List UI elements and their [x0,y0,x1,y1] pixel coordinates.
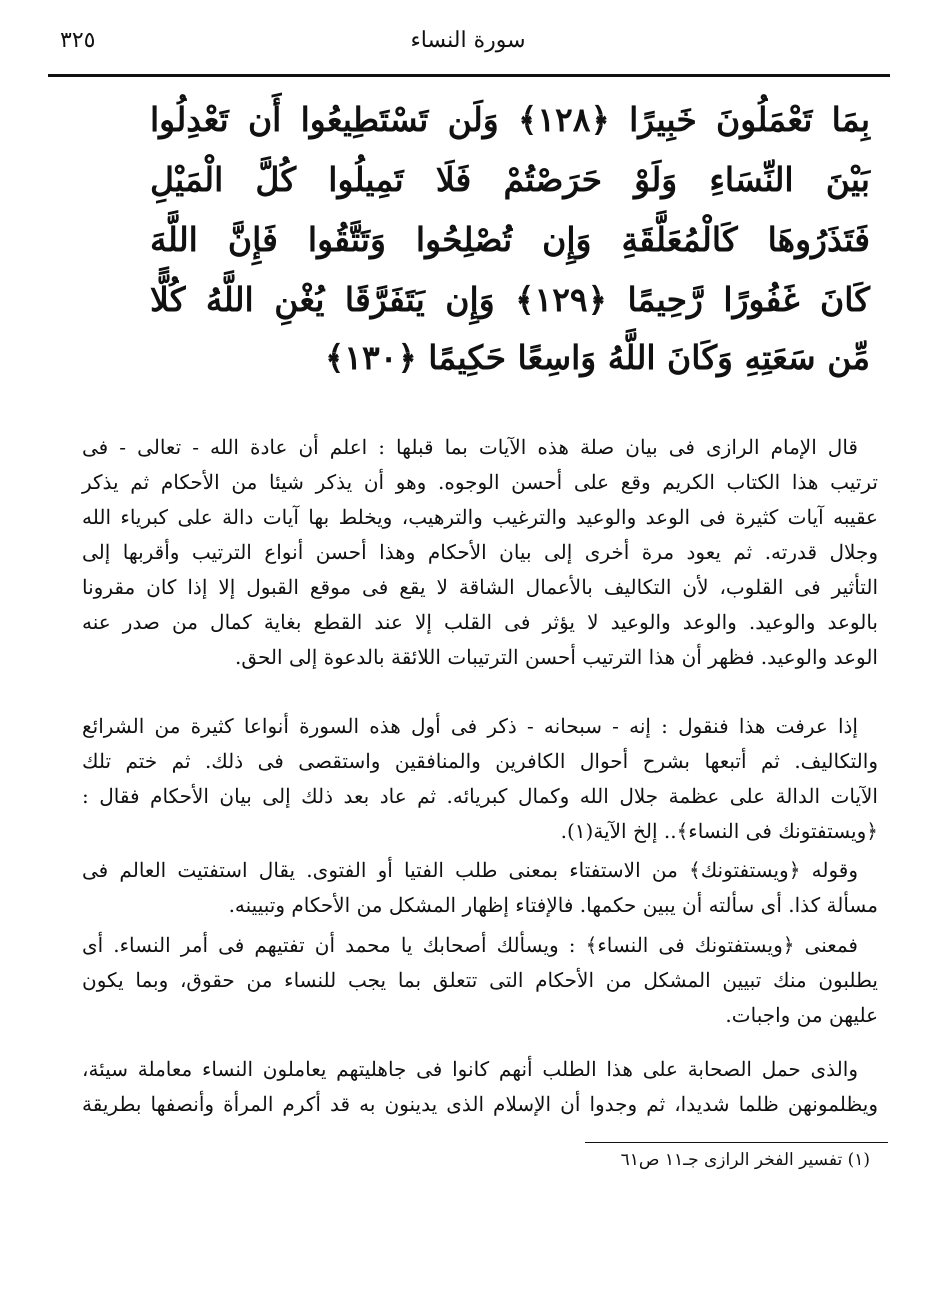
text-line: قال الإمام الرازى فى بيان صلة هذه الآيات بما قبلها : اعلم أن عادة الله - تعالى - فى [82,435,858,459]
text-line: التأثير فى القلوب، لأن التكاليف بالأعمال الشاقة لا يقع فى موقع القبول إلا إذا كان مقرونا [82,575,878,599]
verse-line: مِّن سَعَتِهِ وَكَانَ اللَّهُ وَاسِعًا حَكِيمًا ﴿١٣٠﴾ [324,338,870,377]
text-line: فمعنى ﴿ويستفتونك فى النساء﴾ : ويسألك أصحابك يا محمد أن تفتيهم فى أمر النساء. أى [82,933,858,957]
footnote: (١) تفسير الفخر الرازى جـ١١ ص٦١ [620,1150,870,1170]
text-line: والذى حمل الصحابة على هذا الطلب أنهم كانوا فى جاهليتهم يعاملون النساء معاملة سيئة، [82,1057,858,1081]
header-rule [48,74,890,77]
text-line: الآيات الدالة على عظمة جلال الله وكمال كبريائه. ثم عاد بعد ذلك إلى بيان الأحكام فقال : [82,784,878,808]
running-title: سورة النساء [410,28,526,53]
text-line: إذا عرفت هذا فنقول : إنه - سبحانه - ذكر فى أول هذه السورة أنواعا كثيرة من الشرائع [82,714,858,738]
text-line: ترتيب هذا الكتاب الكريم وقع على أحسن الوجوه. وهو أن يذكر شيئا من الأحكام ثم يذكر [82,470,878,494]
text-line: عقيبه آيات كثيرة فى الوعد والوعيد والترغيب والترهيب، ويخلط بها آيات دالة على كبرياء الله [82,505,878,529]
text-line: ﴿ويستفتونك فى النساء﴾.. إلخ الآية(١). [560,819,878,843]
text-line: والتكاليف. ثم أتبعها بشرح أحوال الكافرين والمنافقين واستقصى فى ذلك. ثم ختم تلك [82,749,878,773]
footnote-rule [585,1142,888,1143]
page-number: ٣٢٥ [60,28,96,53]
verse-line: كَانَ غَفُورًا رَّحِيمًا ﴿١٢٩﴾ وَإِن يَتَفَرَّقَا يُغْنِ اللَّهُ كُلًّا [150,280,870,319]
text-line: عليهن من واجبات. [725,1003,878,1027]
verse-line: فَتَذَرُوهَا كَالْمُعَلَّقَةِ وَإِن تُصْلِحُوا وَتَتَّقُوا فَإِنَّ اللَّهَ [150,220,870,259]
text-line: يطلبون منك تبيين المشكل من الأحكام التى تتعلق بما يجب للنساء من حقوق، وبما يكون [82,968,878,992]
text-line: الوعد والوعيد. فظهر أن هذا الترتيب أحسن الترتيبات اللائقة بالدعوة إلى الحق. [234,645,878,669]
text-line: بالوعد والوعيد. والوعد والوعيد لا يؤثر فى القلب إلا عند القطع بغاية كمال من صدر عنه [82,610,878,634]
text-line: وقوله ﴿ويستفتونك﴾ من الاستفتاء بمعنى طلب الفتيا أو الفتوى. يقال استفتيت العالم فى [82,858,858,882]
text-line: وجلال قدرته. ثم يعود مرة أخرى إلى بيان الأحكام وهذا أحسن أنواع الترتيب وأقربها إلى [82,540,878,564]
text-line: مسألة كذا. أى سألته أن يبين حكمها. فالإفتاء إظهار المشكل من الأحكام وتبيينه. [228,893,878,917]
verse-line: بِمَا تَعْمَلُونَ خَبِيرًا ﴿١٢٨﴾ وَلَن تَسْتَطِيعُوا أَن تَعْدِلُوا [150,100,870,139]
verse-line: بَيْنَ النِّسَاءِ وَلَوْ حَرَصْتُمْ فَلَا تَمِيلُوا كُلَّ الْمَيْلِ [150,160,870,199]
text-line: ويظلمونهن ظلما شديدا، ثم وجدوا أن الإسلام الذى يدينون به قد أكرم المرأة وأنصفها بطريقة [82,1092,878,1116]
